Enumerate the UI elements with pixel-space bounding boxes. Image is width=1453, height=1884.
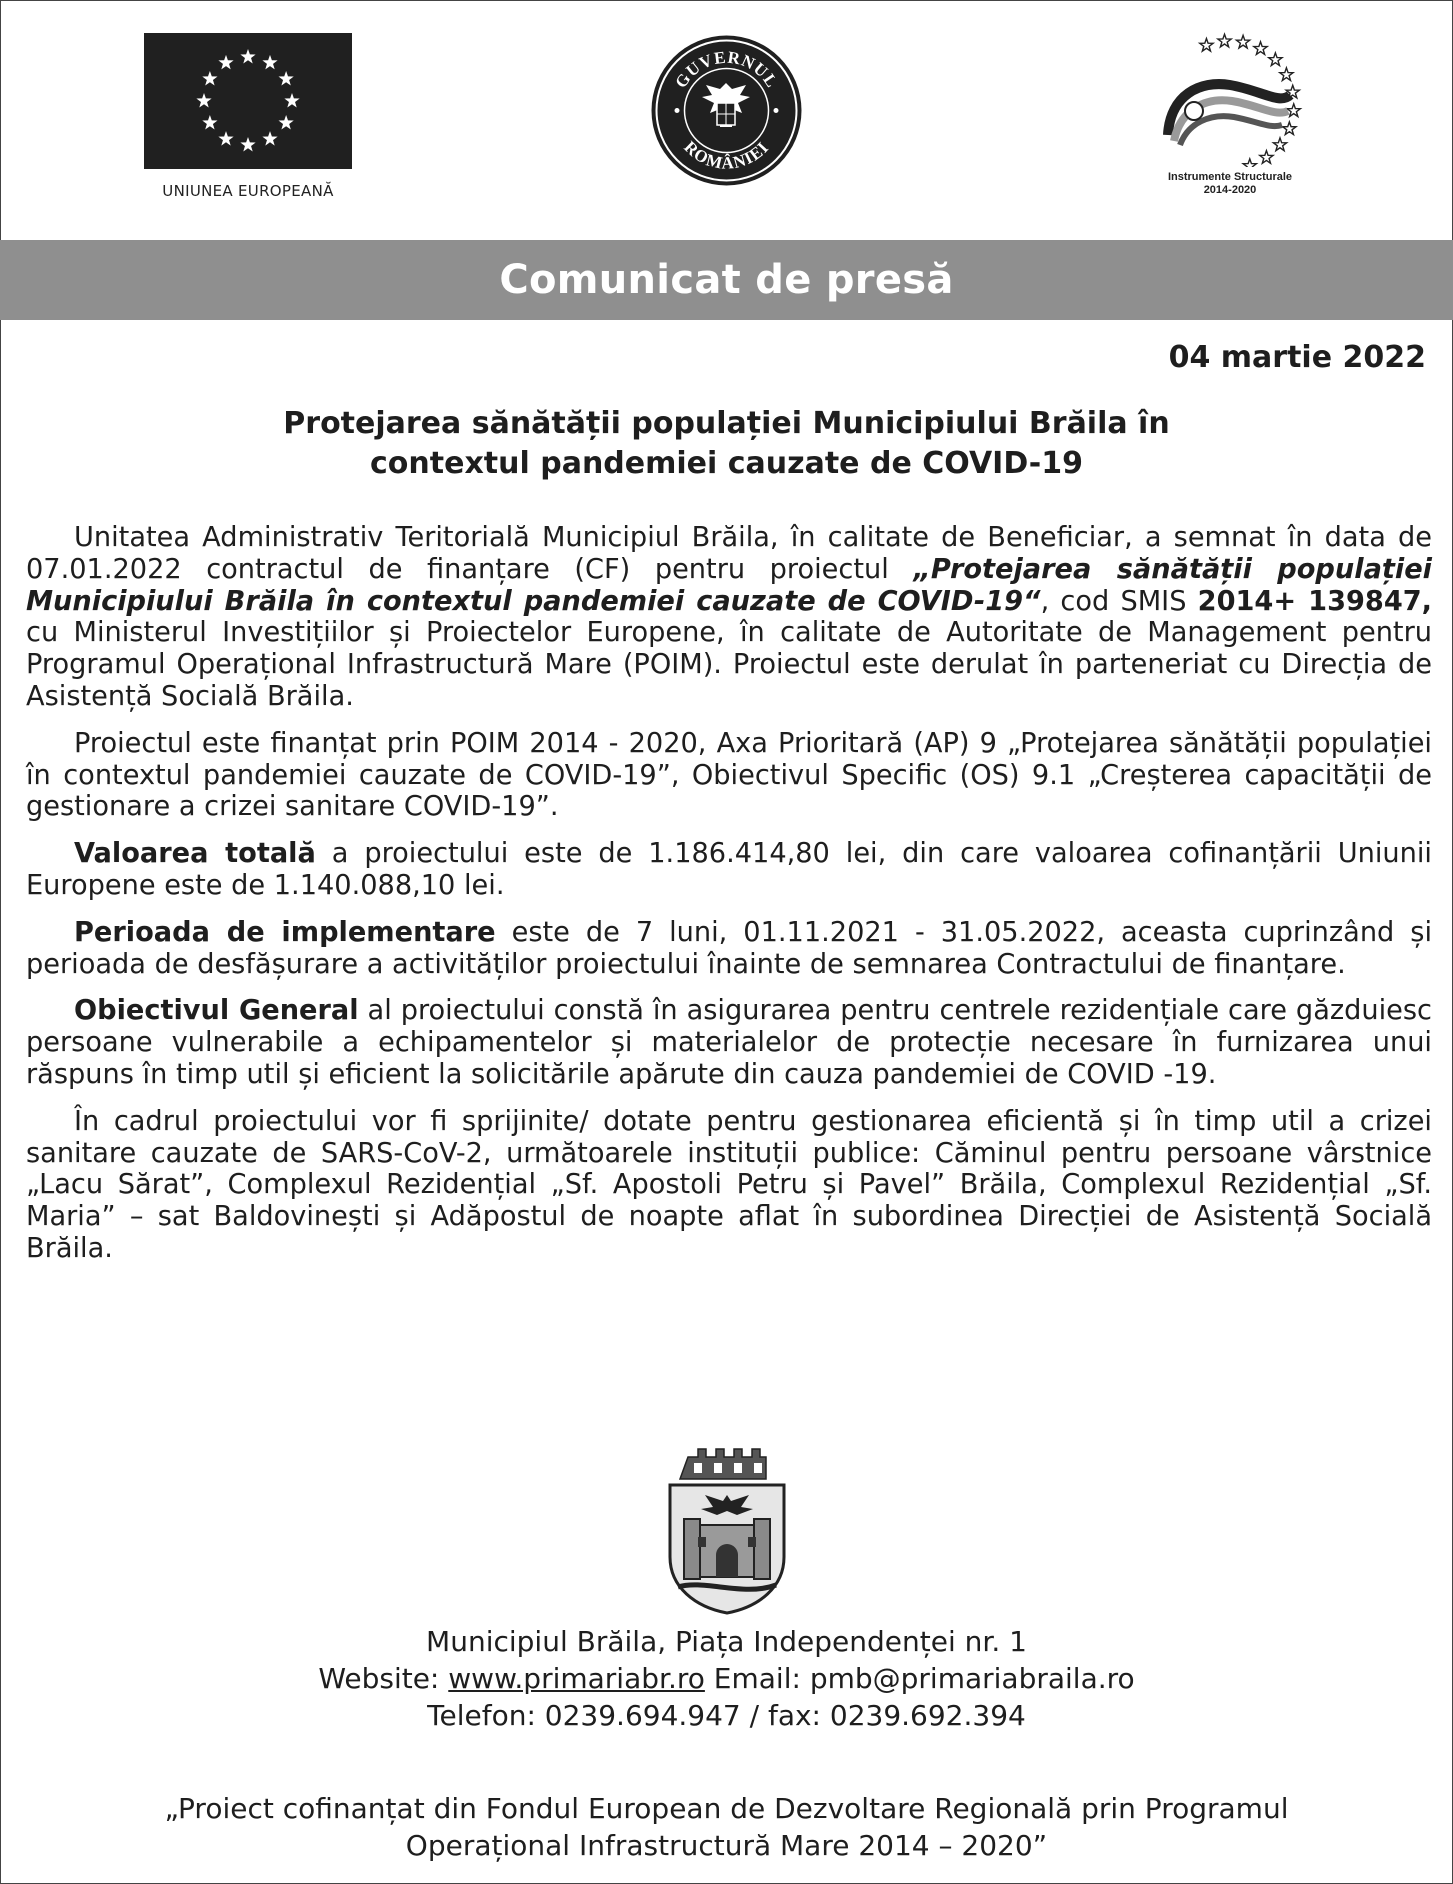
phone-fax: Telefon: 0239.694.947 / fax: 0239.692.394 (427, 1699, 1026, 1732)
press-release-banner (0, 240, 1453, 320)
paragraph-2: Proiectul este finanțat prin POIM 2014 - 2020, Axa Prioritară (AP) 9 „Protejarea sănătății populației în contextul pandemiei cauzate de COVID-19”, Obiectivul Specific (OS) 9.1 „Creșterea capacității de gestionare a crizei sanitare COVID-19”. (26, 727, 1432, 823)
general-objective-label: Obiectivul General (74, 995, 359, 1027)
instrumente-structurale-icon (1130, 25, 1330, 167)
contact-info (0, 1623, 1453, 1734)
cofinancing-note (0, 1790, 1453, 1864)
is-star-icon (1243, 159, 1256, 167)
eu-caption: UNIUNEA EUROPEANĂ (162, 182, 334, 200)
is-star-icon (1236, 35, 1249, 48)
is-star-icon (1254, 42, 1267, 55)
is-star-icon (1269, 53, 1282, 66)
is-star-icon (1218, 34, 1231, 47)
is-star-icon (1283, 122, 1296, 135)
p1-text-a: Unitatea Administrativ Teritorială Municipiul Brăila, în calitate de Beneficiar, a semnat în data de 07.01.2022 contractul de finanțare (CF) pentru proiectul (26, 522, 1432, 585)
project-title: „Protejarea sănătății populației Municipiului Brăila în contextul pandemiei cauzate de COVID-19“ (26, 553, 1432, 617)
paragraph-1 (26, 522, 1432, 713)
paragraph-3 (26, 838, 1432, 902)
is-star-icon (1273, 138, 1286, 151)
braila-coat-of-arms-icon (664, 1447, 790, 1615)
seal-text-bottom: ROMÂNIEI (680, 137, 773, 173)
p1-text-b: , cod SMIS (1040, 585, 1198, 617)
paragraph-4 (26, 917, 1432, 981)
paragraph-5 (26, 995, 1432, 1090)
footer-line-2: Operațional Infrastructură Mare 2014 – 2020” (405, 1829, 1048, 1862)
guvernul-romaniei-seal-icon (649, 33, 804, 188)
title-line-1: Protejarea sănătății populației Municipiului Brăila în (283, 406, 1170, 441)
is-star-icon (1260, 151, 1273, 164)
email-address[interactable]: pmb@primariabraila.ro (809, 1662, 1135, 1695)
press-release-body (26, 522, 1432, 1280)
p4-text: este de 7 luni, 01.11.2021 - 31.05.2022, aceasta cuprinzând și perioada de desfășurare a activităților proiectului înainte de semnarea Contractului de finanțare. (26, 916, 1433, 980)
title-line-2: contextul pandemiei cauzate de COVID-19 (370, 446, 1083, 481)
p1-text-c: cu Ministerul Investițiilor și Proiectelor Europene, în calitate de Autoritate de Management pentru Programul Operațional Infrastructură Mare (POIM). Proiectul este derulat în parteneriat cu Direcția de Asistență Socială Brăila. (26, 617, 1432, 712)
p5-text: al proiectului constă în asigurarea pentru centrele rezidențiale care găzduiesc persoane vulnerabile a echipamentelor și materialelor de protecție necesare în furnizarea unui răspuns în timp util și eficient la solicitările apărute din cauza pandemiei de COVID -19. (26, 995, 1433, 1090)
press-release-title (120, 404, 1333, 484)
total-value-label: Valoarea totală (74, 838, 316, 870)
implementation-period-label: Perioada de implementare (74, 916, 496, 948)
website-label: Website: (318, 1662, 449, 1695)
address: Municipiul Brăila, Piața Independenței nr. 1 (426, 1625, 1027, 1658)
smis-code: 2014+ 139847, (1197, 585, 1432, 617)
is-star-icon (1200, 38, 1213, 51)
eu-flag-icon (144, 33, 352, 169)
website-link[interactable]: www.primariabr.ro (448, 1662, 705, 1695)
paragraph-6: În cadrul proiectului vor fi sprijinite/ dotate pentru gestionarea eficientă și în timp util a crizei sanitare cauzate de SARS-CoV-2, următoarele instituții publice: Căminul pentru persoane vârstnice „Lacu Sărat”, Complexul Rezidențial „Sf. Apostoli Petru și Pavel” Brăila, Complexul Rezidențial „Sf. Maria” – sat Baldovinești și Adăpostul de noapte aflat în subordinea Direcției de Asistență Socială Brăila. (26, 1105, 1432, 1264)
p3-text: a proiectului este de 1.186.414,80 lei, din care valoarea cofinanțării Uniunii Europene este de 1.140.088,10 lei. (26, 838, 1432, 901)
is-star-icon (1280, 68, 1293, 81)
seal-text-top: GUVERNUL (671, 47, 782, 92)
web-email-line (0, 1660, 1453, 1697)
banner-title: Comunicat de presă (499, 257, 954, 303)
is-caption-line2: 2014-2020 (1203, 184, 1257, 196)
eu-logo (144, 33, 352, 200)
is-caption-line1: Instrumente Structurale (1167, 171, 1293, 183)
release-date: 04 martie 2022 (1168, 340, 1426, 375)
instrumente-structurale-logo (1130, 25, 1330, 197)
footer-line-1: „Proiect cofinanțat din Fondul European de Dezvoltare Regională prin Programul (164, 1792, 1289, 1825)
email-label: Email: (704, 1662, 810, 1695)
